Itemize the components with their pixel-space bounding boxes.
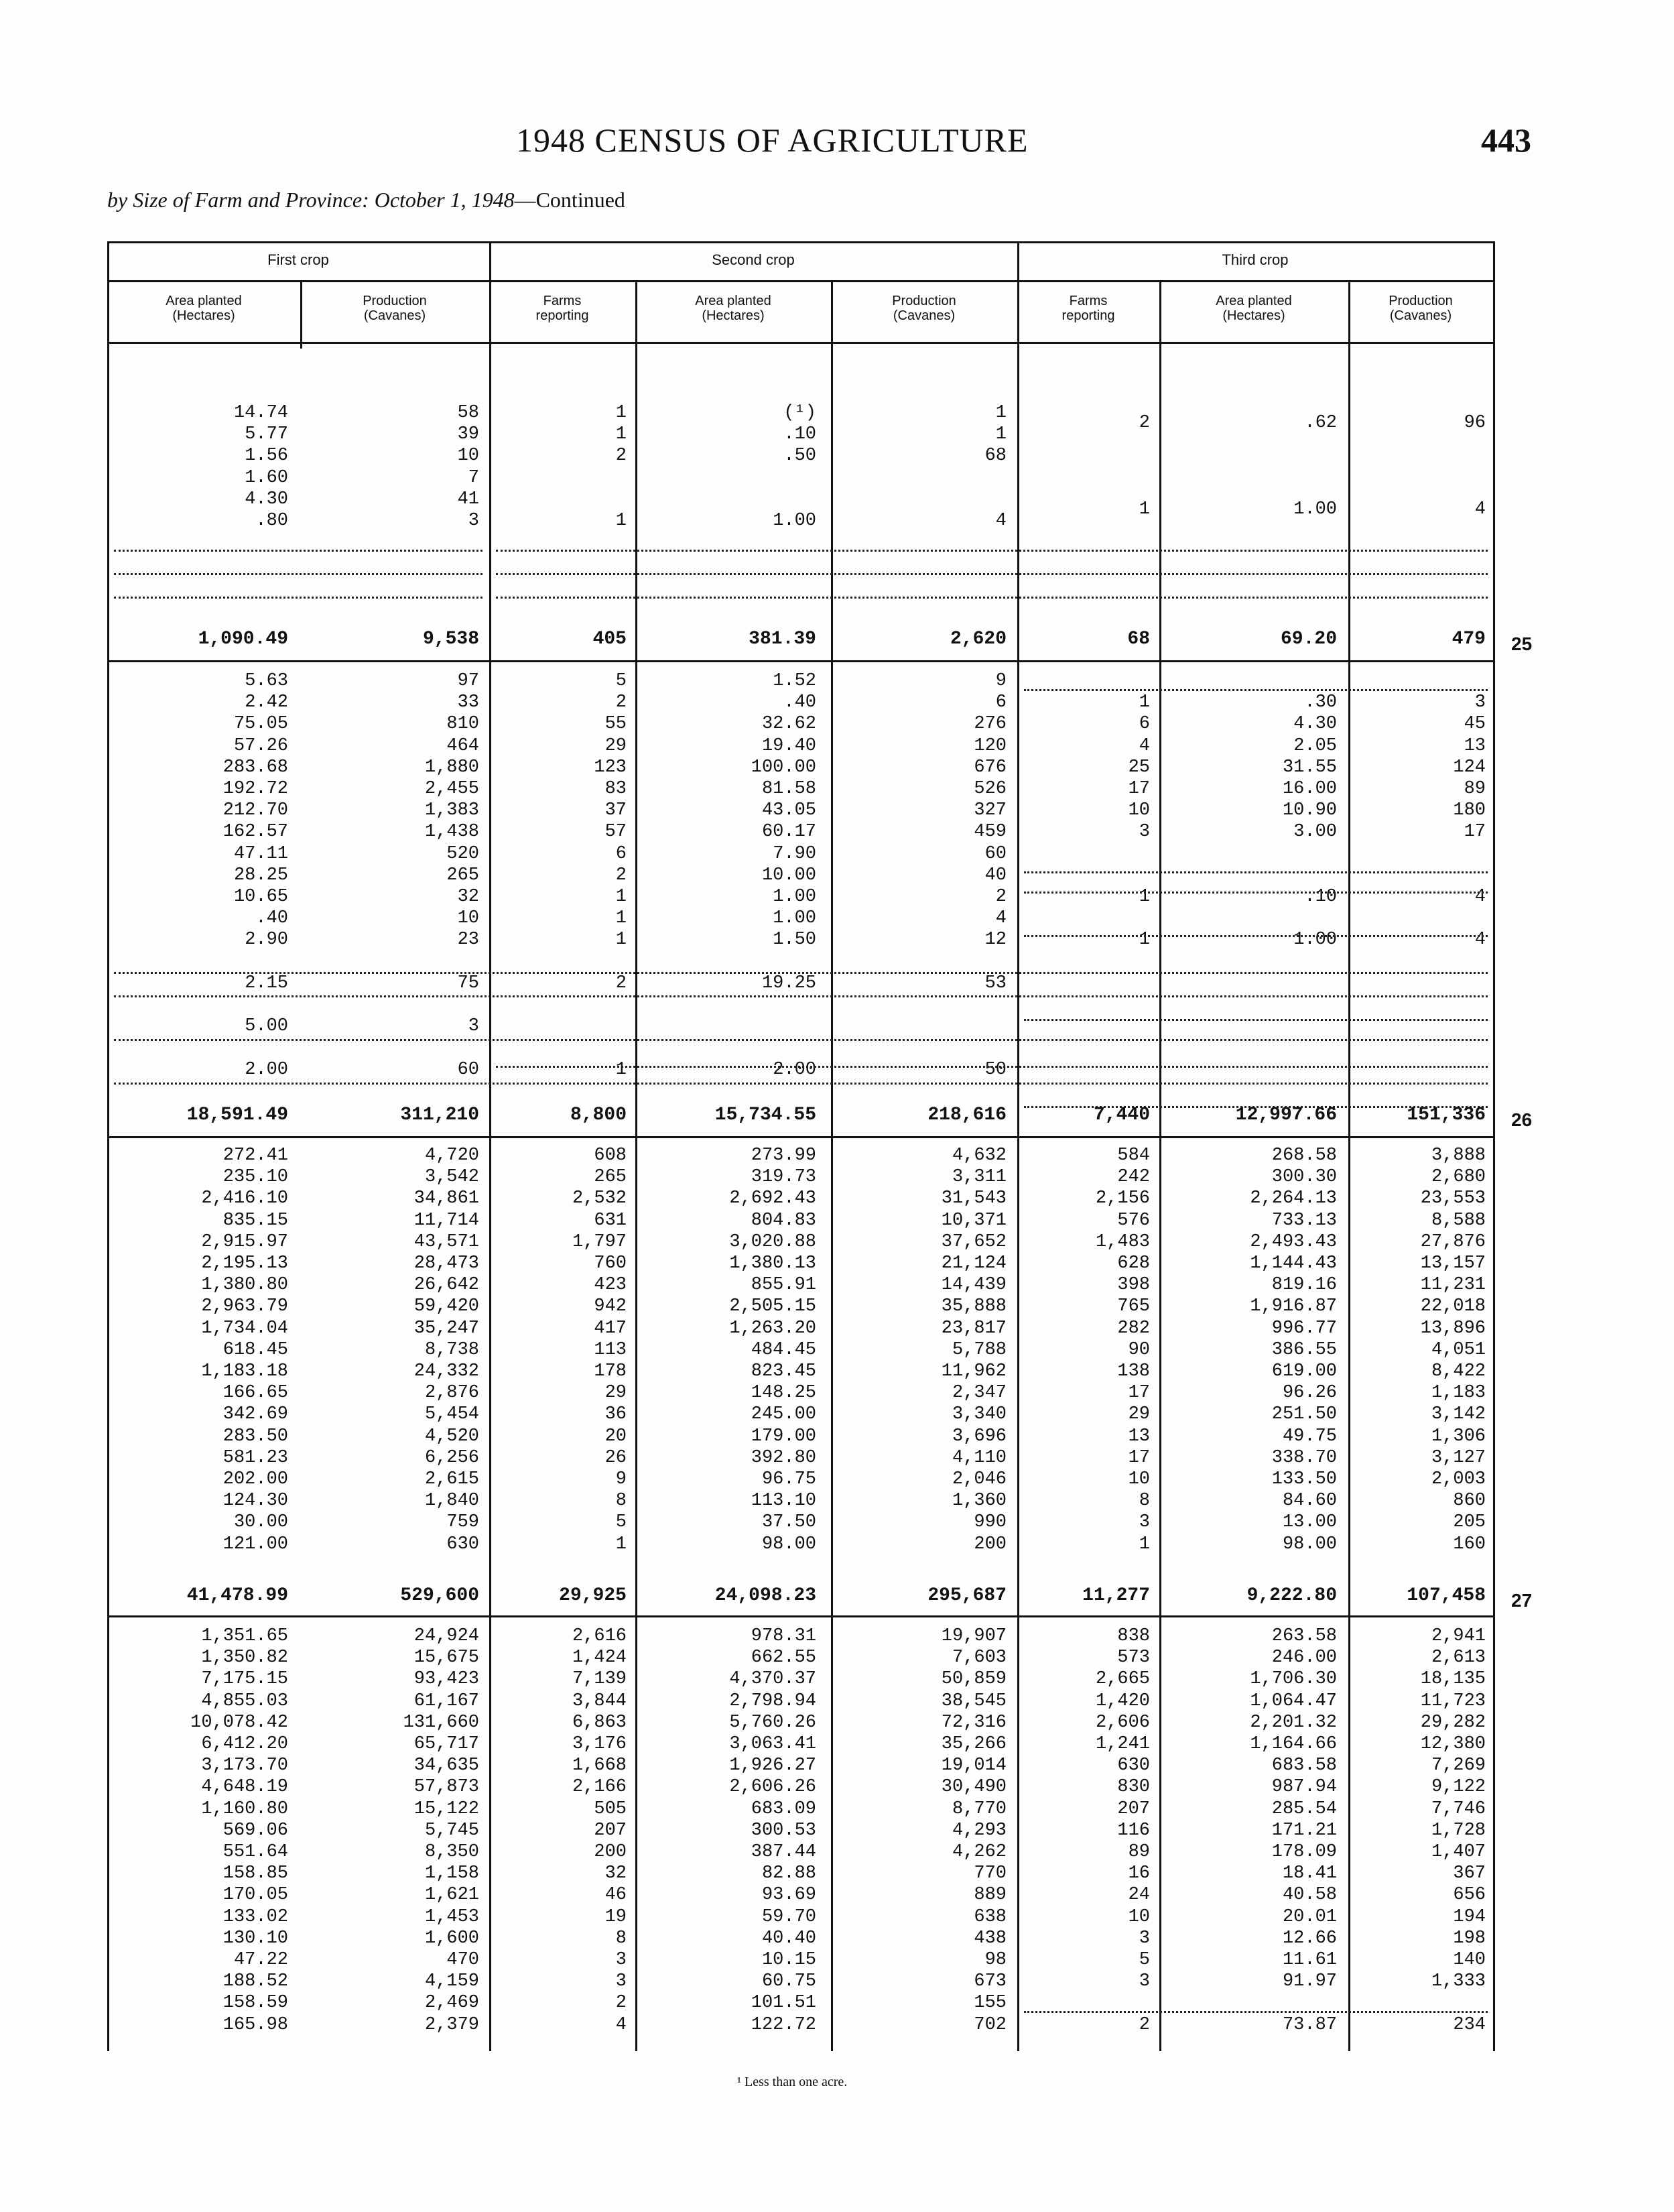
block26-second-area: 273.99 319.73 2,692.43 804.83 3,020.88 1,380.13 855.91 2,505.15 1,263.20 484.45 823.45 148.25 245.00 179.00 392.80 96.75 113.10 37.50 98.00 bbox=[729, 1146, 816, 1554]
total-27-first-area: 41,478.99 bbox=[186, 1585, 288, 1606]
block26-third-area: 268.58 300.30 2,264.13 733.13 2,493.43 1,144.43 819.16 1,916.87 996.77 386.55 619.00 96.26 251.50 49.75 338.70 133.50 84.60 13.00 98.00 bbox=[1250, 1146, 1337, 1554]
block25-second-farms: 5 2 55 29 123 83 37 57 6 2 1 1 1 2 1 bbox=[594, 671, 627, 1080]
block25-third-area: .30 4.30 2.05 31.55 16.00 10.90 3.00 .10 1.00 bbox=[1282, 692, 1337, 950]
block26-first-area: 272.41 235.10 2,416.10 835.15 2,915.97 2,195.13 1,380.80 2,963.79 1,734.04 618.45 1,183.18 166.65 342.69 283.50 581.23 202.00 124.30 30.00 121.00 bbox=[201, 1146, 288, 1554]
block26-second-farms: 608 265 2,532 631 1,797 760 423 942 417 113 178 29 36 20 26 9 8 5 1 bbox=[572, 1146, 627, 1554]
col-head-second-area: Area planted (Hectares) bbox=[695, 294, 771, 323]
col-head-third-production: Production (Cavanes) bbox=[1389, 294, 1453, 323]
total-27-second-area: 24,098.23 bbox=[714, 1585, 816, 1606]
block27-leader bbox=[1024, 2011, 1488, 2013]
block27-first-production: 24,924 15,675 93,423 61,167 131,660 65,717 34,635 57,873 15,122 5,745 8,350 1,158 1,621 1,453 1,600 470 4,159 2,469 2,379 bbox=[403, 1626, 479, 2035]
col-head-first-production: Production (Cavanes) bbox=[363, 294, 427, 323]
block26-third-farms: 584 242 2,156 576 1,483 628 398 765 282 90 138 17 29 13 17 10 8 3 1 bbox=[1095, 1146, 1150, 1554]
col-head-second-production: Production (Cavanes) bbox=[892, 294, 956, 323]
total-25-second-area: 381.39 bbox=[749, 629, 816, 650]
block1-first-area: 14.74 5.77 1.56 1.60 4.30 .80 bbox=[233, 403, 288, 532]
total-25-second-farms: 405 bbox=[592, 629, 627, 650]
block26-third-production: 3,888 2,680 23,553 8,588 27,876 13,157 11,231 22,018 13,896 4,051 8,422 1,183 3,142 1,306 3,127 2,003 860 205 160 bbox=[1420, 1146, 1486, 1554]
col-head-first-area: Area planted (Hectares) bbox=[166, 294, 242, 323]
total-27-second-production: 295,687 bbox=[927, 1585, 1007, 1606]
block26-second-production: 4,632 3,311 31,543 10,371 37,652 21,124 14,439 35,888 23,817 5,788 11,962 2,347 3,340 3,696 4,110 2,046 1,360 990 200 bbox=[941, 1146, 1007, 1554]
total-26-second-area: 15,734.55 bbox=[714, 1105, 816, 1125]
block27-third-production: 2,941 2,613 18,135 11,723 29,282 12,380 7,269 9,122 7,746 1,728 1,407 367 656 194 198 140 1,333 234 bbox=[1420, 1626, 1486, 2035]
footnote: ¹ Less than one acre. bbox=[737, 2075, 848, 2089]
total-25-third-area: 69.20 bbox=[1280, 629, 1337, 650]
line-number-26: 26 bbox=[1511, 1109, 1533, 1130]
block25-first-area: 5.63 2.42 75.05 57.26 283.68 192.72 212.70 162.57 47.11 28.25 10.65 .40 2.90 2.15 5.00 2.00 bbox=[222, 671, 288, 1080]
total-26-first-area: 18,591.49 bbox=[186, 1105, 288, 1125]
block1-second-area: (¹) .10 .50 1.00 bbox=[773, 403, 816, 532]
total-25-first-production: 9,538 bbox=[422, 629, 479, 650]
block1-second-farms: 1 1 2 1 bbox=[615, 403, 627, 532]
block1-third-farms: 2 1 bbox=[1139, 413, 1150, 519]
block27-third-farms: 838 573 2,665 1,420 2,606 1,241 630 830 207 116 89 16 24 10 3 5 3 2 bbox=[1095, 1626, 1150, 2035]
total-25-third-production: 479 bbox=[1452, 629, 1486, 650]
total-27-third-farms: 11,277 bbox=[1082, 1585, 1150, 1606]
line-number-27: 27 bbox=[1511, 1590, 1533, 1611]
total-26-third-production: 151,336 bbox=[1407, 1105, 1486, 1125]
block27-second-production: 19,907 7,603 50,859 38,545 72,316 35,266 19,014 30,490 8,770 4,293 4,262 770 889 638 438 98 673 155 702 bbox=[941, 1626, 1007, 2035]
block25-second-area: 1.52 .40 32.62 19.40 100.00 81.58 43.05 60.17 7.90 10.00 1.00 1.00 1.50 19.25 2.00 bbox=[751, 671, 816, 1080]
total-25-first-area: 1,090.49 bbox=[198, 629, 288, 650]
total-26-second-farms: 8,800 bbox=[570, 1105, 627, 1125]
total-27-third-area: 9,222.80 bbox=[1246, 1585, 1337, 1606]
total-26-third-farms: 7,440 bbox=[1093, 1105, 1150, 1125]
block25-third-farms: 1 6 4 25 17 10 3 1 1 bbox=[1128, 692, 1150, 950]
block25-second-production: 9 6 276 120 676 526 327 459 60 40 2 4 12 53 50 bbox=[974, 671, 1007, 1080]
table-subtitle bbox=[107, 188, 625, 212]
total-25-third-farms: 68 bbox=[1127, 629, 1150, 650]
total-27-second-farms: 29,925 bbox=[559, 1585, 627, 1606]
block1-second-production: 1 1 68 4 bbox=[984, 403, 1007, 532]
block1-third-area: .62 1.00 bbox=[1293, 413, 1337, 519]
subtitle-continued: —Continued bbox=[514, 188, 625, 212]
total-26-third-area: 12,997.66 bbox=[1235, 1105, 1337, 1125]
block27-second-area: 978.31 662.55 4,370.37 2,798.94 5,760.26 3,063.41 1,926.27 2,606.26 683.09 300.53 387.44 82.88 93.69 59.70 40.40 10.15 60.75 101.51 122.72 bbox=[729, 1626, 816, 2035]
col-head-third-area: Area planted (Hectares) bbox=[1216, 294, 1292, 323]
block27-first-area: 1,351.65 1,350.82 7,175.15 4,855.03 10,078.42 6,412.20 3,173.70 4,648.19 1,160.80 569.06 551.64 158.85 170.05 133.02 130.10 47.22 188.52 158.59 165.98 bbox=[190, 1626, 288, 2035]
subtitle-italic: by Size of Farm and Province: October 1, 1948 bbox=[107, 188, 515, 212]
group-second-crop: Second crop bbox=[712, 251, 795, 268]
block26-first-production: 4,720 3,542 34,861 11,714 43,571 28,473 26,642 59,420 35,247 8,738 24,332 2,876 5,454 4,520 6,256 2,615 1,840 759 630 bbox=[413, 1146, 479, 1554]
total-26-second-production: 218,616 bbox=[927, 1105, 1007, 1125]
total-26-first-production: 311,210 bbox=[400, 1105, 479, 1125]
total-27-third-production: 107,458 bbox=[1407, 1585, 1486, 1606]
group-third-crop: Third crop bbox=[1222, 251, 1289, 268]
block25-first-production: 97 33 810 464 1,880 2,455 1,383 1,438 520 265 32 10 23 75 3 60 bbox=[424, 671, 479, 1080]
block25-third-production: 3 45 13 124 89 180 17 4 4 bbox=[1453, 692, 1486, 950]
block27-third-area: 263.58 246.00 1,706.30 1,064.47 2,201.32 1,164.66 683.58 987.94 285.54 171.21 178.09 18.41 40.58 20.01 12.66 11.61 91.97 73.87 bbox=[1250, 1626, 1337, 2035]
page-number: 443 bbox=[1481, 121, 1531, 159]
col-head-second-farms: Farms reporting bbox=[535, 294, 589, 323]
total-25-second-production: 2,620 bbox=[950, 629, 1007, 650]
block1-third-production: 96 4 bbox=[1464, 413, 1486, 519]
block27-second-farms: 2,616 1,424 7,139 3,844 6,863 3,176 1,668 2,166 505 207 200 32 46 19 8 3 3 2 4 bbox=[572, 1626, 627, 2035]
col-head-third-farms: Farms reporting bbox=[1061, 294, 1115, 323]
line-number-25: 25 bbox=[1511, 633, 1533, 654]
group-first-crop: First crop bbox=[267, 251, 329, 268]
block1-first-production: 58 39 10 7 41 3 bbox=[457, 403, 479, 532]
total-27-first-production: 529,600 bbox=[400, 1585, 479, 1606]
running-head: 1948 CENSUS OF AGRICULTURE bbox=[516, 121, 1029, 159]
